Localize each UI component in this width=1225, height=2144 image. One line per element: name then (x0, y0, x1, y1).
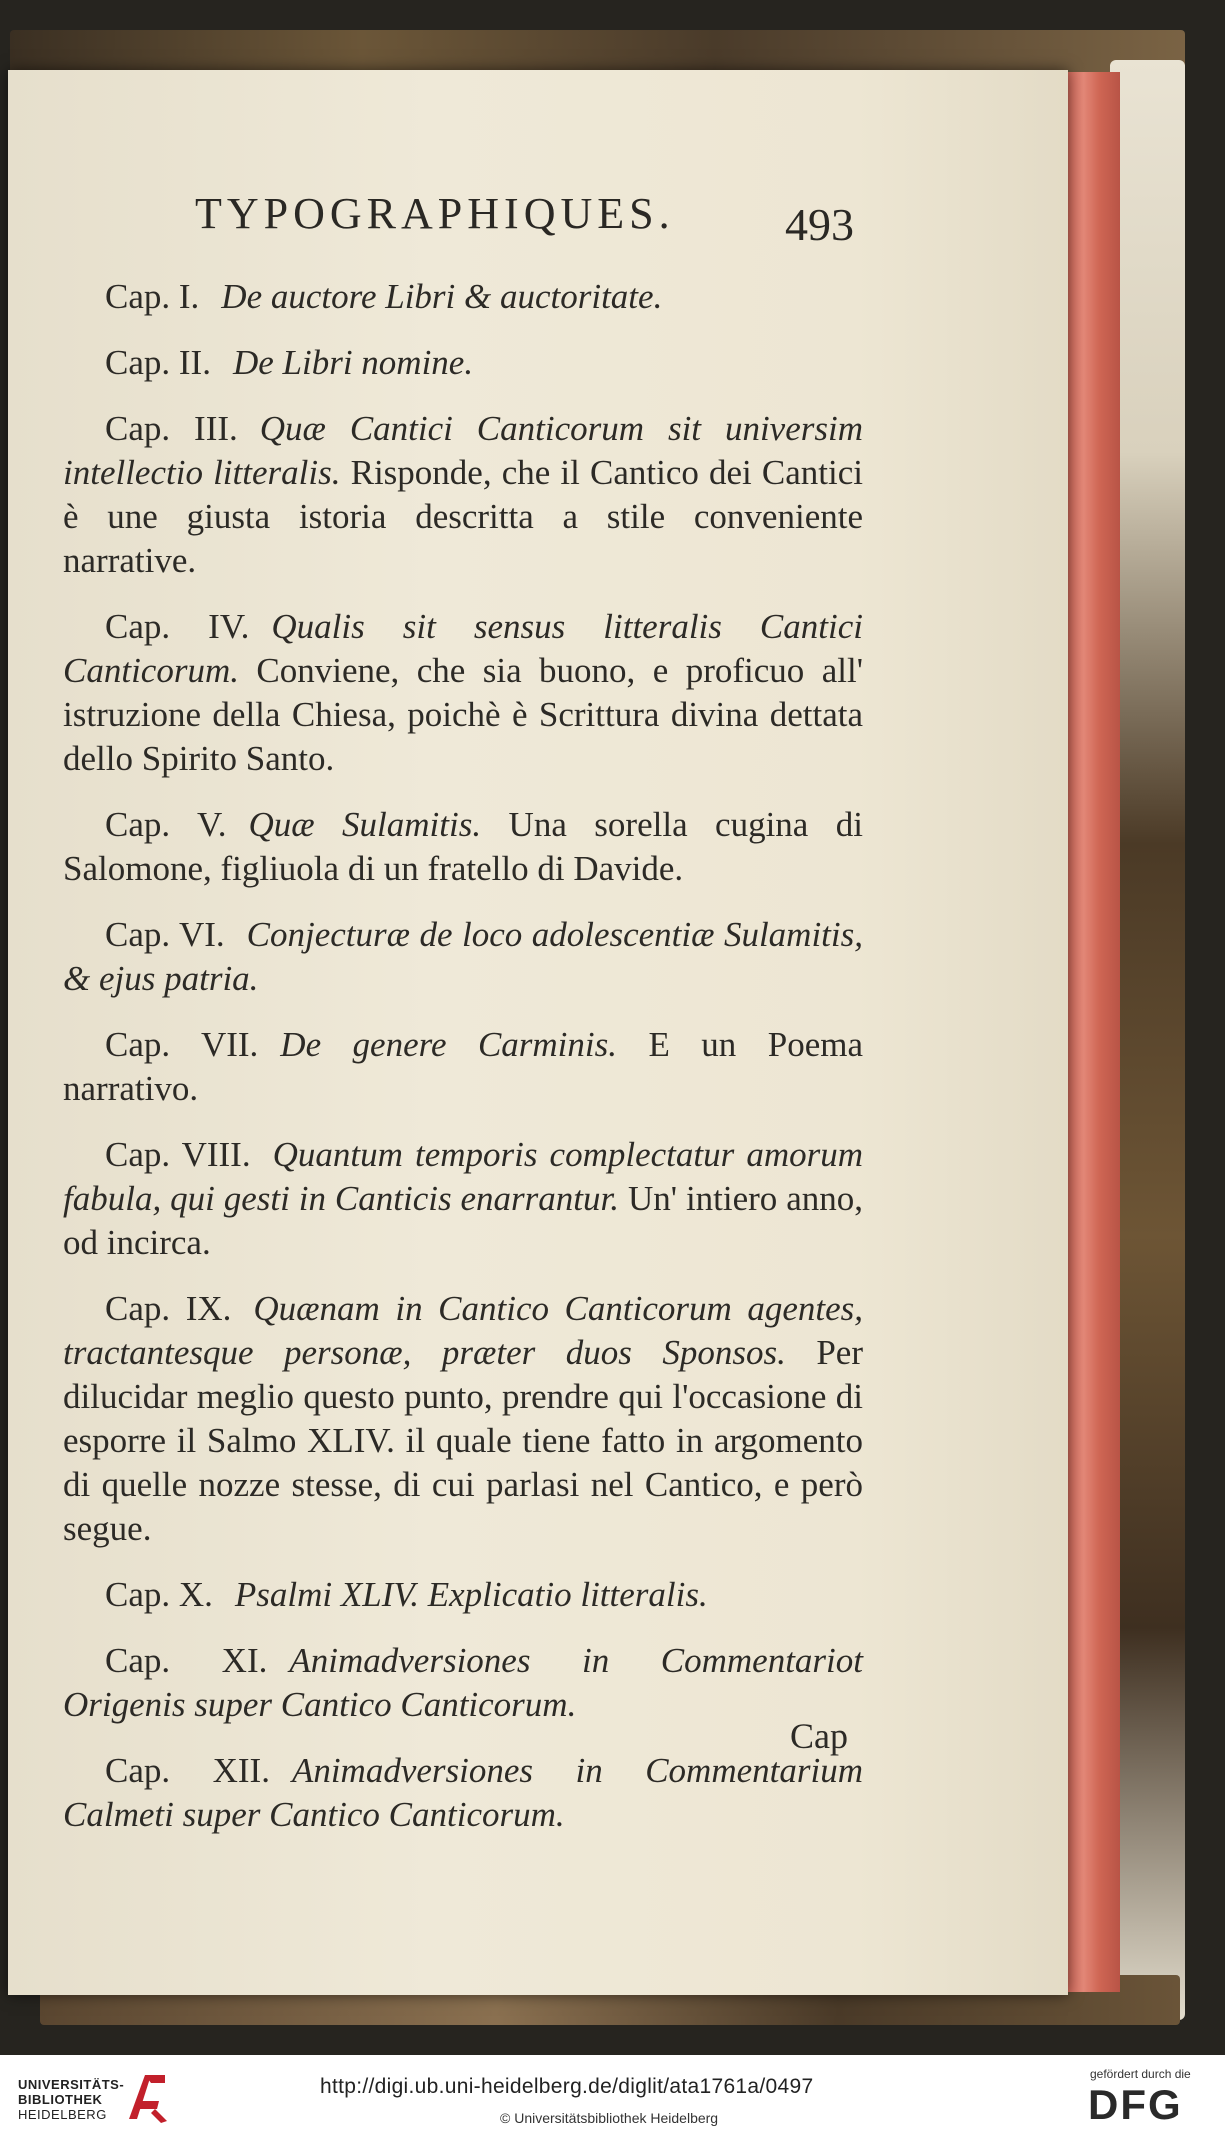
chapter-entry (63, 605, 863, 781)
library-name-line3: HEIDELBERG (18, 2107, 107, 2122)
chapter-number: Cap. XII. (105, 1751, 270, 1790)
chapter-summary: E un Poema narrativo. (63, 1025, 863, 1108)
chapter-entry (63, 803, 863, 891)
chapter-summary: Per dilucidar meglio questo punto, prendre qui l'occasione di esporre il Salmo XLIV. il quale tiene fatto in argomento di quelle nozze stesse, di cui parlasi nel Cantico, e però segue. (63, 1333, 863, 1548)
chapter-number: Cap. X. (105, 1575, 213, 1614)
chapter-number: Cap. VIII. (105, 1135, 251, 1174)
chapter-number: Cap. II. (105, 343, 211, 382)
chapter-number: Cap. VII. (105, 1025, 259, 1064)
chapter-summary: Una sorella cugina di Salomone, figliuola di un fratello di Davide. (63, 805, 864, 888)
chapter-entry (63, 1023, 863, 1111)
library-name-line2: BIBLIOTHEK (18, 2092, 103, 2107)
chapter-number: Cap. III. (105, 409, 238, 448)
chapter-entry (63, 913, 863, 1001)
permalink-url[interactable]: http://digi.ub.uni-heidelberg.de/diglit/ata1761a/0497 (320, 2075, 814, 2098)
chapter-entry (63, 1573, 863, 1617)
chapter-number: Cap. I. (105, 277, 200, 316)
chapter-title: Conjecturæ de loco adolescentiæ Sulamitis, & ejus patria. (63, 915, 864, 998)
chapter-summary: Conviene, che sia buono, e proficuo all' istruzione della Chiesa, poichè è Scrittura divina dettata dello Spirito Santo. (63, 651, 864, 778)
chapter-number: Cap. V. (105, 805, 227, 844)
chapter-number: Cap. XI. (105, 1641, 268, 1680)
book-cover-right (1110, 60, 1185, 2020)
chapter-entry (63, 407, 863, 583)
chapter-summary: Risponde, che il Cantico dei Cantici è une giusta istoria descritta a stile conveniente narrative. (63, 453, 864, 580)
chapter-number: Cap. VI. (105, 915, 225, 954)
funded-by-label: gefördert durch die (1090, 2067, 1191, 2081)
dfg-logo[interactable]: DFG (1088, 2081, 1183, 2128)
chapter-title: De genere Carminis. (280, 1025, 617, 1064)
viewer-footer (0, 2055, 1225, 2144)
chapter-number: Cap. IV. (105, 607, 250, 646)
library-name-line1: UNIVERSITÄTS- (18, 2077, 125, 2092)
chapter-title: Animadversiones in Commentarium Calmeti super Cantico Canticorum. (63, 1751, 863, 1834)
chapter-entry (63, 341, 863, 385)
page-number: 493 (785, 199, 854, 250)
chapter-title: Quæ Sulamitis. (248, 805, 482, 844)
catchword: Cap (790, 1716, 848, 1756)
chapter-title: Quantum temporis complectatur amorum fabula, qui gesti in Canticis enarrantur. (63, 1135, 863, 1218)
copyright-notice: © Universitätsbibliothek Heidelberg (500, 2110, 719, 2126)
chapter-entry (63, 275, 863, 319)
chapter-title: Qualis sit sensus litteralis Cantici Canticorum. (63, 607, 863, 690)
chapter-list (63, 275, 863, 1859)
library-emblem-icon (125, 2069, 171, 2125)
chapter-entry (63, 1133, 863, 1265)
chapter-title: De auctore Libri & auctoritate. (221, 277, 663, 316)
chapter-title: Animadversiones in Commentariot Origenis super Cantico Canticorum. (63, 1641, 863, 1724)
chapter-title: Quæ Cantici Canticorum sit universim intellectio litteralis. (63, 409, 863, 492)
chapter-summary: Un' intiero anno, od incirca. (63, 1179, 864, 1262)
chapter-number: Cap. IX. (105, 1289, 232, 1328)
chapter-entry (63, 1287, 863, 1551)
chapter-title: Psalmi XLIV. Explicatio litteralis. (234, 1575, 708, 1614)
running-head: TYPOGRAPHIQUES. (195, 189, 675, 238)
page-red-edge (1068, 72, 1120, 1992)
chapter-title: De Libri nomine. (232, 343, 474, 382)
chapter-entry (63, 1639, 863, 1727)
chapter-title: Quænam in Cantico Canticorum agentes, tractantesque personæ, præter duos Sponsos. (63, 1289, 864, 1372)
chapter-entry (63, 1749, 863, 1837)
